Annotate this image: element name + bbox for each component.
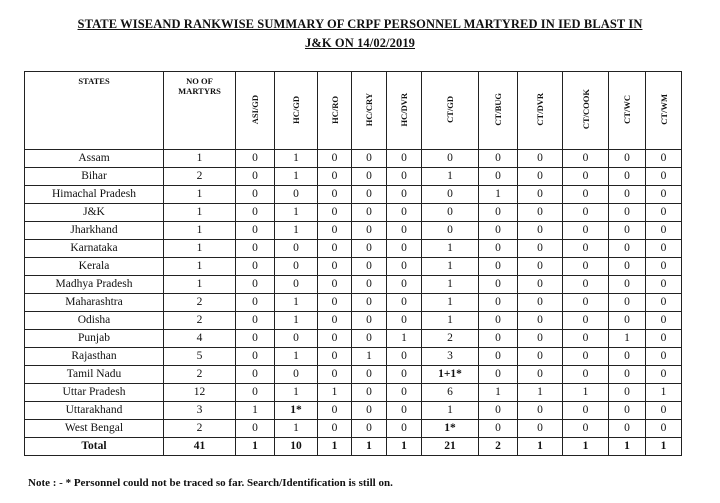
total-rank-cell: 1: [387, 438, 422, 456]
total-rank-cell: 1: [609, 438, 646, 456]
rank-count-cell: 0: [479, 366, 518, 384]
table-row: [25, 168, 682, 186]
rank-count-cell: 0: [352, 294, 387, 312]
header-rank: [387, 72, 422, 150]
rank-count-cell: 0: [275, 330, 318, 348]
state-name-cell: Punjab: [25, 330, 164, 348]
rank-count-cell: 0: [646, 150, 682, 168]
rank-count-cell: 0: [646, 222, 682, 240]
table-row: [25, 366, 682, 384]
rank-count-cell: 0: [479, 222, 518, 240]
rank-count-cell: 0: [563, 150, 609, 168]
rank-count-cell: 0: [387, 240, 422, 258]
rank-count-cell: 1: [422, 276, 479, 294]
rank-count-cell: 1: [422, 240, 479, 258]
table-row: [25, 384, 682, 402]
martyr-count-cell: 3: [164, 402, 236, 420]
rank-count-cell: 0: [563, 168, 609, 186]
rank-count-cell: 1: [422, 402, 479, 420]
rank-count-cell: 0: [236, 186, 275, 204]
rank-count-cell: 0: [236, 240, 275, 258]
state-name-cell: Jharkhand: [25, 222, 164, 240]
rank-count-cell: 0: [236, 348, 275, 366]
rank-count-cell: 1: [318, 384, 352, 402]
rank-count-cell: 0: [387, 420, 422, 438]
rank-count-cell: 0: [646, 312, 682, 330]
table-row: [25, 312, 682, 330]
header-rank-label: HC/RO: [329, 95, 340, 124]
state-name-cell: West Bengal: [25, 420, 164, 438]
rank-count-cell: 0: [387, 402, 422, 420]
header-rank: [318, 72, 352, 150]
rank-count-cell: 0: [318, 150, 352, 168]
rank-count-cell: 0: [352, 330, 387, 348]
rank-count-cell: 0: [387, 168, 422, 186]
rank-count-cell: 0: [479, 348, 518, 366]
rank-count-cell: 0: [563, 402, 609, 420]
rank-count-cell: 1: [275, 312, 318, 330]
rank-count-cell: 0: [318, 366, 352, 384]
rank-count-cell: 0: [387, 366, 422, 384]
rank-count-cell: 0: [646, 186, 682, 204]
total-label: Total: [25, 438, 164, 456]
rank-count-cell: 1: [236, 402, 275, 420]
rank-count-cell: 0: [563, 330, 609, 348]
rank-count-cell: 0: [609, 204, 646, 222]
rank-count-cell: 0: [352, 420, 387, 438]
table-row: [25, 186, 682, 204]
rank-count-cell: 1: [275, 168, 318, 186]
total-rank-cell: 1: [236, 438, 275, 456]
total-row: [25, 438, 682, 456]
rank-count-cell: 0: [387, 222, 422, 240]
rank-count-cell: 0: [609, 258, 646, 276]
rank-count-cell: 0: [387, 258, 422, 276]
rank-count-cell: 0: [318, 168, 352, 186]
header-rank-label: CT/WM: [658, 94, 669, 125]
total-rank-cell: 1: [518, 438, 563, 456]
rank-count-cell: 0: [318, 348, 352, 366]
rank-count-cell: 0: [236, 366, 275, 384]
rank-count-cell: 0: [479, 420, 518, 438]
table-row: [25, 150, 682, 168]
rank-count-cell: 0: [609, 222, 646, 240]
rank-count-cell: 1: [563, 384, 609, 402]
header-rank: [352, 72, 387, 150]
rank-count-cell: 0: [563, 366, 609, 384]
state-name-cell: Kerala: [25, 258, 164, 276]
header-rank-label: HC/GD: [291, 95, 301, 124]
rank-count-cell: 0: [646, 366, 682, 384]
rank-count-cell: 0: [609, 348, 646, 366]
rank-count-cell: 0: [352, 222, 387, 240]
rank-count-cell: 1: [275, 222, 318, 240]
rank-count-cell: 0: [518, 186, 563, 204]
rank-count-cell: 0: [352, 402, 387, 420]
state-name-cell: Assam: [25, 150, 164, 168]
state-name-cell: Uttar Pradesh: [25, 384, 164, 402]
rank-count-cell: 0: [563, 204, 609, 222]
rank-count-cell: 0: [646, 402, 682, 420]
rank-count-cell: 0: [387, 204, 422, 222]
rank-count-cell: 0: [479, 204, 518, 222]
rank-count-cell: 1: [609, 330, 646, 348]
table-row: [25, 276, 682, 294]
rank-count-cell: 0: [518, 222, 563, 240]
rank-count-cell: 3: [422, 348, 479, 366]
rank-count-cell: 0: [236, 312, 275, 330]
table-row: [25, 222, 682, 240]
rank-count-cell: 0: [563, 348, 609, 366]
martyr-count-cell: 2: [164, 294, 236, 312]
rank-count-cell: 6: [422, 384, 479, 402]
table-row: [25, 330, 682, 348]
rank-count-cell: 0: [518, 168, 563, 186]
rank-count-cell: 0: [318, 420, 352, 438]
rank-count-cell: 0: [479, 240, 518, 258]
header-rank: [422, 72, 479, 150]
rank-count-cell: 0: [563, 420, 609, 438]
rank-count-cell: 1*: [422, 420, 479, 438]
rank-count-cell: 0: [609, 312, 646, 330]
rank-count-cell: 0: [646, 258, 682, 276]
table-body: [25, 150, 682, 438]
state-name-cell: Uttarakhand: [25, 402, 164, 420]
rank-count-cell: 1+1*: [422, 366, 479, 384]
rank-count-cell: 0: [563, 312, 609, 330]
rank-count-cell: 0: [609, 276, 646, 294]
rank-count-cell: 0: [318, 402, 352, 420]
rank-count-cell: 0: [352, 384, 387, 402]
rank-count-cell: 1: [518, 384, 563, 402]
rank-count-cell: 1: [352, 348, 387, 366]
header-row: [25, 72, 682, 150]
total-martyrs-cell: 41: [164, 438, 236, 456]
rank-count-cell: 0: [352, 276, 387, 294]
martyr-count-cell: 2: [164, 168, 236, 186]
table-row: [25, 204, 682, 222]
rank-count-cell: 1: [422, 168, 479, 186]
rank-count-cell: 0: [609, 186, 646, 204]
total-rank-cell: 2: [479, 438, 518, 456]
state-name-cell: Odisha: [25, 312, 164, 330]
header-no-of-martyrs: NO OF MARTYRS: [164, 72, 236, 150]
rank-count-cell: 0: [422, 186, 479, 204]
rank-count-cell: 0: [352, 186, 387, 204]
state-name-cell: Tamil Nadu: [25, 366, 164, 384]
martyr-count-cell: 4: [164, 330, 236, 348]
rank-count-cell: 0: [479, 330, 518, 348]
state-name-cell: Madhya Pradesh: [25, 276, 164, 294]
rank-count-cell: 0: [318, 186, 352, 204]
total-rank-cell: 10: [275, 438, 318, 456]
rank-count-cell: 0: [563, 294, 609, 312]
rank-count-cell: 0: [318, 294, 352, 312]
header-rank-label: HC/CRY: [364, 92, 374, 127]
rank-count-cell: 0: [646, 168, 682, 186]
rank-count-cell: 0: [518, 150, 563, 168]
rank-count-cell: 0: [236, 330, 275, 348]
rank-count-cell: 0: [236, 168, 275, 186]
rank-count-cell: 0: [236, 150, 275, 168]
header-rank: [563, 72, 609, 150]
martyr-count-cell: 1: [164, 240, 236, 258]
rank-count-cell: 0: [387, 276, 422, 294]
state-name-cell: Maharashtra: [25, 294, 164, 312]
rank-count-cell: 1: [275, 294, 318, 312]
martyr-count-cell: 2: [164, 312, 236, 330]
rank-count-cell: 0: [352, 240, 387, 258]
rank-count-cell: 0: [352, 168, 387, 186]
rank-count-cell: 0: [387, 186, 422, 204]
rank-count-cell: 0: [387, 294, 422, 312]
rank-count-cell: 0: [646, 348, 682, 366]
rank-count-cell: 1: [479, 186, 518, 204]
rank-count-cell: 1: [479, 384, 518, 402]
rank-count-cell: 0: [646, 276, 682, 294]
rank-count-cell: 0: [387, 312, 422, 330]
rank-count-cell: 0: [479, 276, 518, 294]
rank-count-cell: 0: [518, 276, 563, 294]
rank-count-cell: 1*: [275, 402, 318, 420]
rank-count-cell: 0: [318, 276, 352, 294]
state-name-cell: J&K: [25, 204, 164, 222]
header-rank-label: CT/DVR: [535, 93, 545, 126]
rank-count-cell: 2: [422, 330, 479, 348]
header-rank-label: HC/DVR: [399, 92, 409, 127]
rank-count-cell: 0: [518, 240, 563, 258]
rank-count-cell: 0: [275, 276, 318, 294]
document-title-line-1: STATE WISEAND RANKWISE SUMMARY OF CRPF PERSONNEL MARTYRED IN IED BLAST IN: [77, 17, 643, 31]
rank-count-cell: 0: [236, 420, 275, 438]
rank-count-cell: 1: [387, 330, 422, 348]
rank-count-cell: 0: [518, 294, 563, 312]
rank-count-cell: 1: [422, 258, 479, 276]
header-rank-label: CT/COOK: [580, 89, 591, 130]
rank-count-cell: 0: [518, 402, 563, 420]
rank-count-cell: 0: [479, 258, 518, 276]
rank-count-cell: 0: [352, 366, 387, 384]
rank-count-cell: 1: [275, 204, 318, 222]
header-rank: [646, 72, 682, 150]
total-rank-cell: 1: [318, 438, 352, 456]
rank-count-cell: 0: [236, 258, 275, 276]
rank-count-cell: 0: [518, 312, 563, 330]
martyr-count-cell: 2: [164, 420, 236, 438]
table-row: [25, 348, 682, 366]
rank-count-cell: 0: [352, 204, 387, 222]
state-name-cell: Karnataka: [25, 240, 164, 258]
rank-count-cell: 0: [275, 366, 318, 384]
rank-count-cell: 0: [387, 348, 422, 366]
rank-count-cell: 0: [646, 420, 682, 438]
rank-count-cell: 0: [479, 402, 518, 420]
table-row: [25, 420, 682, 438]
state-name-cell: Bihar: [25, 168, 164, 186]
rank-count-cell: 1: [422, 294, 479, 312]
table-row: [25, 258, 682, 276]
rank-count-cell: 0: [318, 222, 352, 240]
rank-count-cell: 0: [479, 312, 518, 330]
rank-count-cell: 0: [563, 258, 609, 276]
rank-count-cell: 0: [318, 330, 352, 348]
rank-count-cell: 0: [518, 366, 563, 384]
rank-count-cell: 0: [518, 348, 563, 366]
rank-count-cell: 0: [275, 258, 318, 276]
rank-count-cell: 0: [236, 222, 275, 240]
martyr-count-cell: 1: [164, 150, 236, 168]
rank-count-cell: 1: [275, 384, 318, 402]
martyrs-summary-table: [24, 71, 682, 456]
rank-count-cell: 0: [387, 384, 422, 402]
rank-count-cell: 0: [646, 204, 682, 222]
martyr-count-cell: 1: [164, 276, 236, 294]
rank-count-cell: 0: [422, 204, 479, 222]
rank-count-cell: 0: [609, 294, 646, 312]
total-rank-cell: 1: [352, 438, 387, 456]
rank-count-cell: 0: [609, 384, 646, 402]
rank-count-cell: 0: [387, 150, 422, 168]
martyr-count-cell: 1: [164, 222, 236, 240]
rank-count-cell: 0: [479, 168, 518, 186]
rank-count-cell: 0: [479, 150, 518, 168]
rank-count-cell: 0: [563, 276, 609, 294]
footnote: Note : - * Personnel could not be traced so far. Search/Identification is still on.: [28, 477, 393, 489]
rank-count-cell: 0: [609, 366, 646, 384]
rank-count-cell: 0: [275, 186, 318, 204]
state-name-cell: Himachal Pradesh: [25, 186, 164, 204]
header-rank-label: CT/WC: [622, 95, 632, 124]
rank-count-cell: 0: [563, 240, 609, 258]
rank-count-cell: 0: [609, 240, 646, 258]
rank-count-cell: 0: [318, 258, 352, 276]
document-title-line-2: J&K ON 14/02/2019: [304, 36, 416, 50]
rank-count-cell: 0: [236, 276, 275, 294]
rank-count-cell: 0: [646, 240, 682, 258]
rank-count-cell: 0: [518, 420, 563, 438]
rank-count-cell: 0: [236, 204, 275, 222]
rank-count-cell: 0: [236, 294, 275, 312]
table-row: [25, 402, 682, 420]
rank-count-cell: 0: [609, 150, 646, 168]
rank-count-cell: 0: [609, 420, 646, 438]
rank-count-cell: 1: [275, 150, 318, 168]
rank-count-cell: 0: [318, 204, 352, 222]
rank-count-cell: 0: [479, 294, 518, 312]
header-rank-label: ASI/GD: [250, 94, 260, 125]
rank-count-cell: 0: [422, 150, 479, 168]
rank-count-cell: 0: [563, 222, 609, 240]
rank-count-cell: 1: [275, 420, 318, 438]
rank-count-cell: 0: [609, 402, 646, 420]
martyr-count-cell: 1: [164, 204, 236, 222]
rank-count-cell: 0: [352, 312, 387, 330]
martyr-count-cell: 12: [164, 384, 236, 402]
rank-count-cell: 0: [318, 312, 352, 330]
rank-count-cell: 1: [646, 384, 682, 402]
rank-count-cell: 0: [275, 240, 318, 258]
rank-count-cell: 1: [422, 312, 479, 330]
martyr-count-cell: 5: [164, 348, 236, 366]
table-row: [25, 294, 682, 312]
total-rank-cell: 1: [563, 438, 609, 456]
rank-count-cell: 0: [609, 168, 646, 186]
header-states: STATES: [25, 72, 164, 150]
header-rank-label: CT/GD: [445, 96, 455, 123]
rank-count-cell: 0: [646, 294, 682, 312]
rank-count-cell: 0: [352, 258, 387, 276]
header-rank: [479, 72, 518, 150]
rank-count-cell: 0: [318, 240, 352, 258]
rank-count-cell: 0: [422, 222, 479, 240]
rank-count-cell: 1: [275, 348, 318, 366]
rank-count-cell: 0: [518, 204, 563, 222]
header-rank: [609, 72, 646, 150]
rank-count-cell: 0: [518, 330, 563, 348]
header-rank: [518, 72, 563, 150]
header-rank: [236, 72, 275, 150]
header-rank-label: CT/BUG: [493, 93, 503, 126]
total-rank-cell: 1: [646, 438, 682, 456]
rank-count-cell: 0: [518, 258, 563, 276]
rank-count-cell: 0: [352, 150, 387, 168]
table-row: [25, 240, 682, 258]
rank-count-cell: 0: [563, 186, 609, 204]
rank-count-cell: 0: [646, 330, 682, 348]
martyr-count-cell: 2: [164, 366, 236, 384]
total-rank-cell: 21: [422, 438, 479, 456]
header-rank: [275, 72, 318, 150]
martyr-count-cell: 1: [164, 186, 236, 204]
state-name-cell: Rajasthan: [25, 348, 164, 366]
rank-count-cell: 0: [236, 384, 275, 402]
martyr-count-cell: 1: [164, 258, 236, 276]
